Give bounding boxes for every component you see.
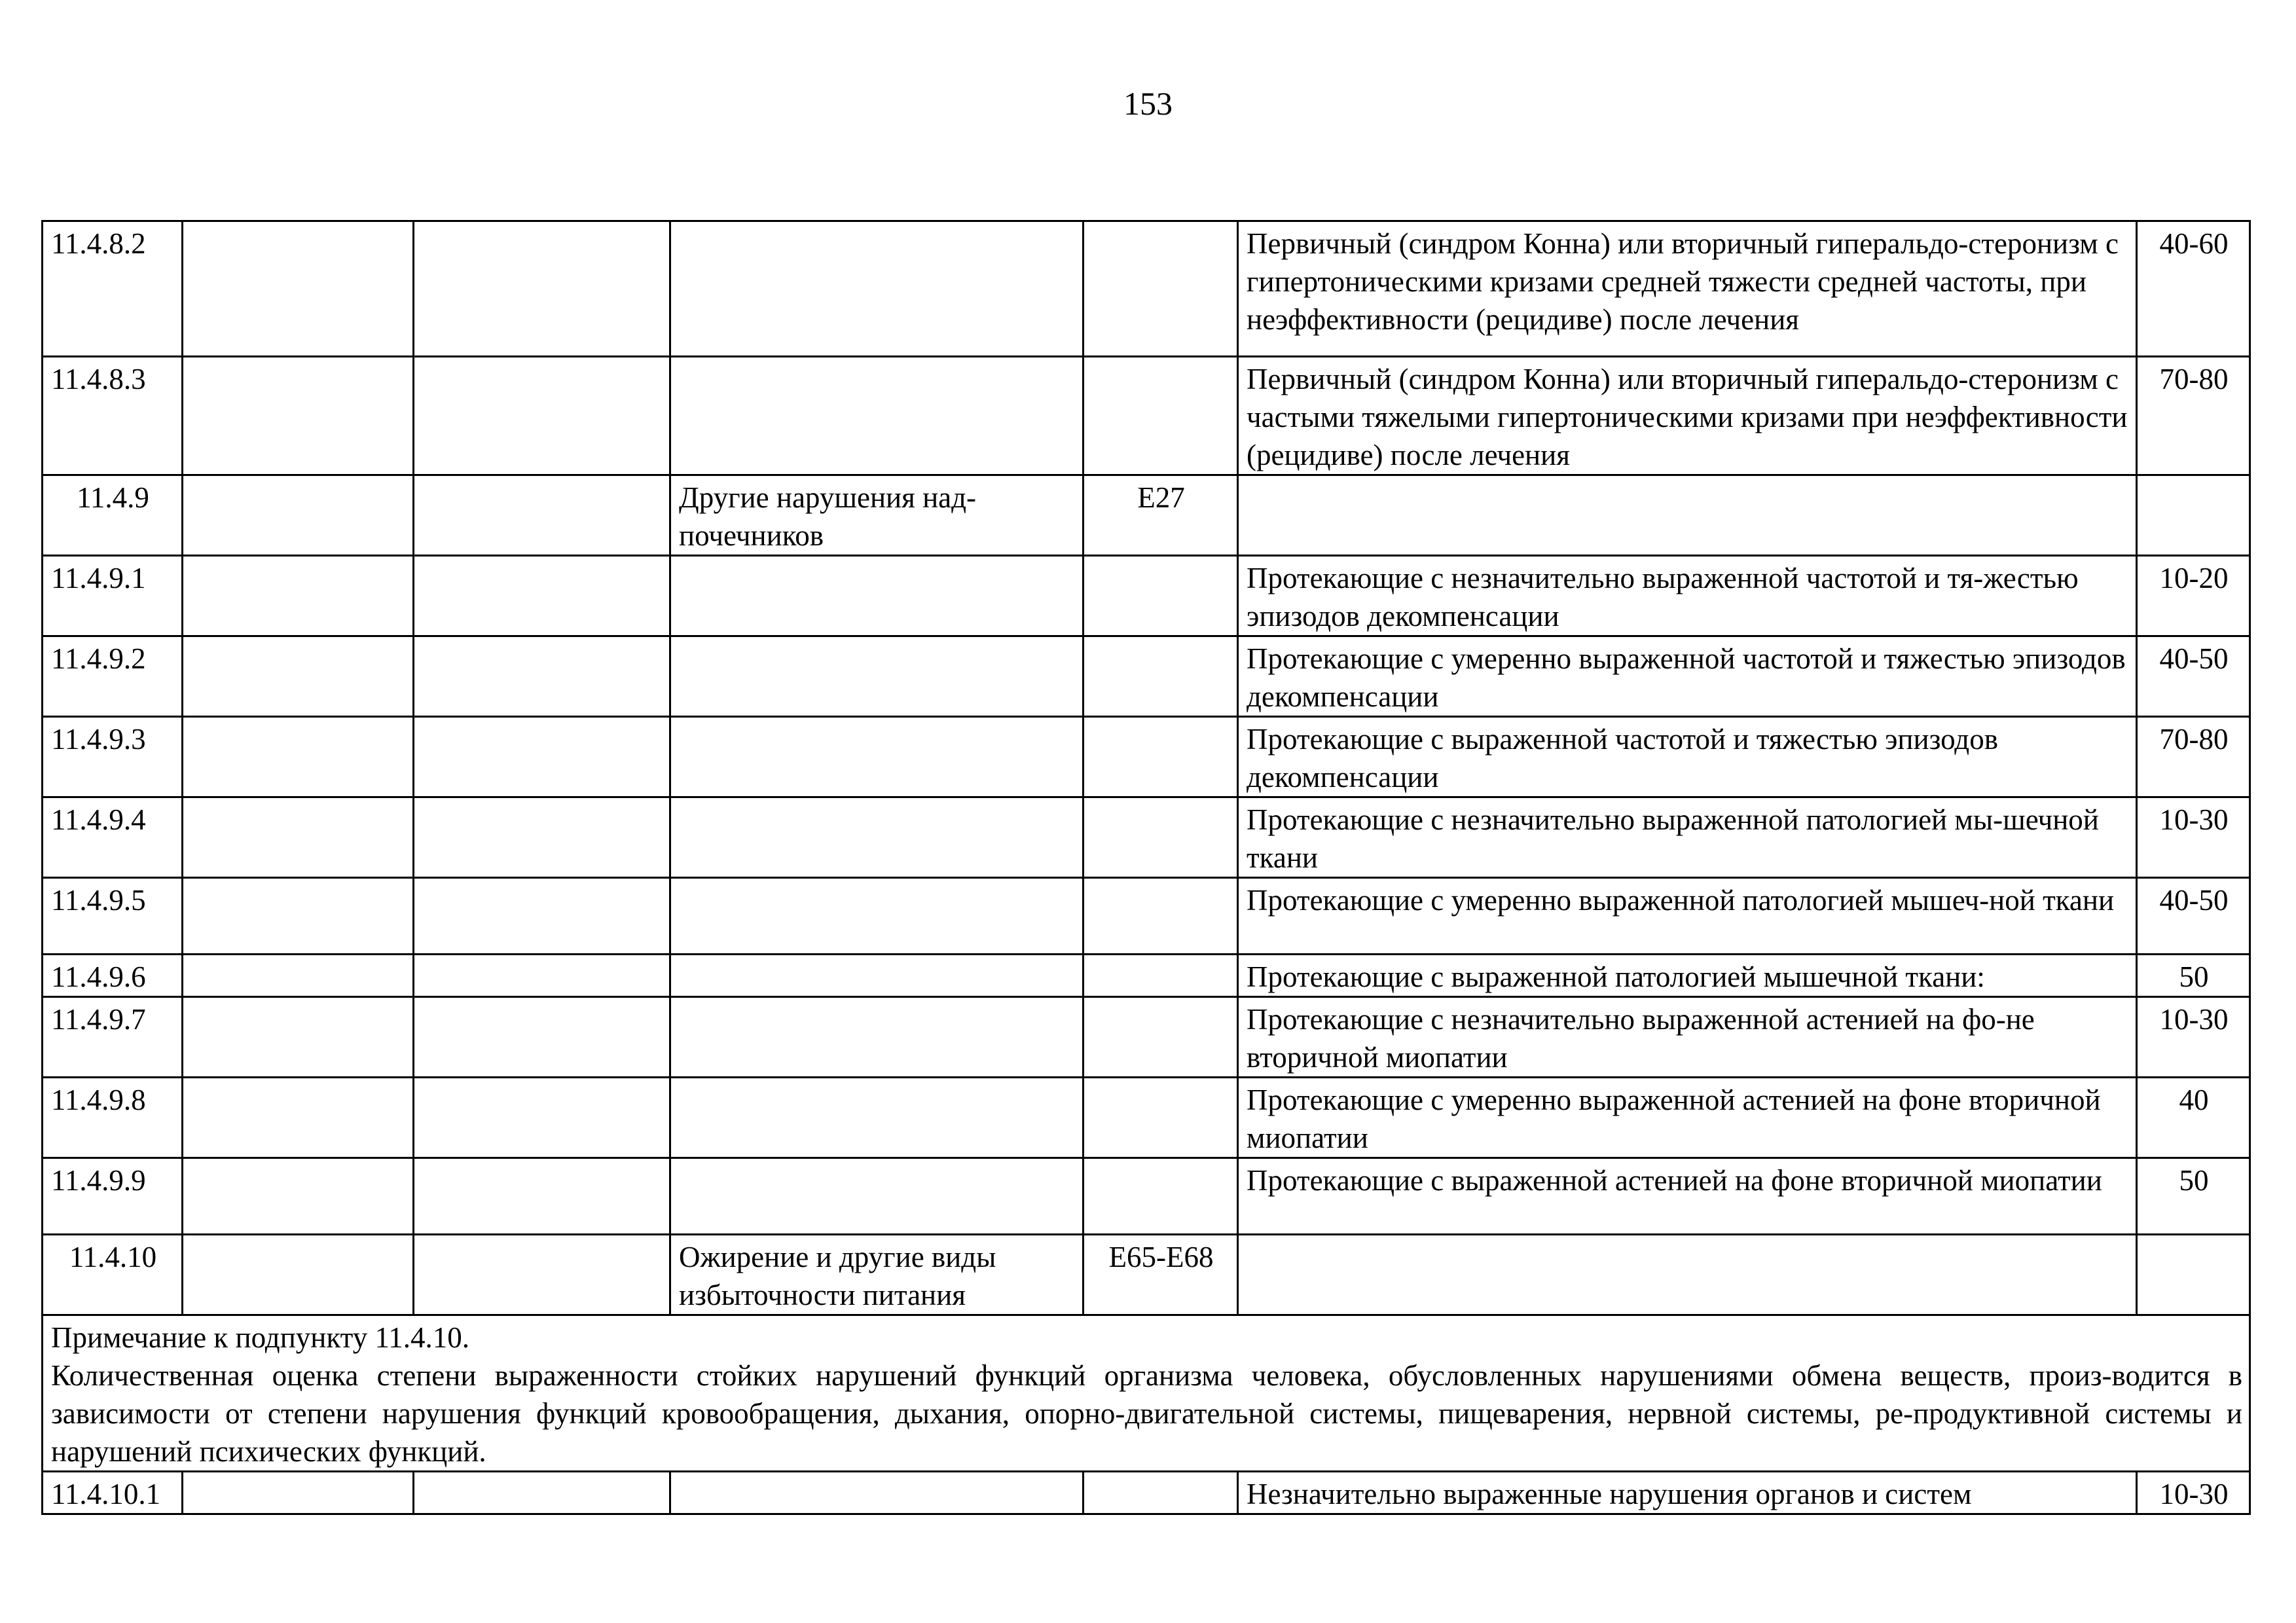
empty-cell (183, 636, 414, 717)
row-name: Ожирение и другие виды избыточности питания (670, 1235, 1084, 1315)
empty-cell (183, 955, 414, 997)
row-description: Первичный (синдром Конна) или вторичный гиперальдо-стеронизм с гипертоническими кризами средней тяжести средней частоты, при неэффективности (рецидиве) после лечения (1238, 221, 2137, 357)
row-description: Протекающие с умеренно выраженной патологией мышеч-ной ткани (1238, 878, 2137, 955)
table-row (43, 1078, 2250, 1158)
empty-cell (414, 1472, 670, 1514)
empty-cell (414, 1158, 670, 1235)
table-row (43, 878, 2250, 955)
empty-cell (183, 878, 414, 955)
row-code: 11.4.9.4 (43, 797, 183, 878)
row-code: 11.4.9.7 (43, 997, 183, 1078)
row-name (670, 997, 1084, 1078)
row-description: Незначительно выраженные нарушения органов и систем (1238, 1472, 2137, 1514)
empty-cell (414, 1078, 670, 1158)
row-code: 11.4.10.1 (43, 1472, 183, 1514)
row-icd-code (1084, 636, 1238, 717)
row-icd-code (1084, 221, 1238, 357)
empty-cell (414, 797, 670, 878)
row-score: 40-60 (2137, 221, 2250, 357)
table-row (43, 221, 2250, 357)
row-icd-code (1084, 357, 1238, 475)
row-score: 50 (2137, 1158, 2250, 1235)
row-name (670, 636, 1084, 717)
row-icd-code (1084, 556, 1238, 636)
row-icd-code (1084, 955, 1238, 997)
row-name (670, 556, 1084, 636)
row-name (670, 1158, 1084, 1235)
empty-cell (183, 1235, 414, 1315)
table-row (43, 717, 2250, 797)
table-row (43, 797, 2250, 878)
row-code: 11.4.9.8 (43, 1078, 183, 1158)
row-icd-code: E27 (1084, 475, 1238, 556)
empty-cell (183, 717, 414, 797)
row-name (670, 955, 1084, 997)
empty-cell (414, 717, 670, 797)
table-row (43, 1158, 2250, 1235)
row-name (670, 717, 1084, 797)
row-description: Протекающие с незначительно выраженной частотой и тя-жестью эпизодов декомпенсации (1238, 556, 2137, 636)
empty-cell (414, 475, 670, 556)
row-code: 11.4.8.3 (43, 357, 183, 475)
row-name (670, 797, 1084, 878)
row-icd-code (1084, 1078, 1238, 1158)
row-description: Протекающие с выраженной патологией мышечной ткани: (1238, 955, 2137, 997)
table-row (43, 475, 2250, 556)
row-score (2137, 475, 2250, 556)
row-description: Первичный (синдром Конна) или вторичный гиперальдо-стеронизм с частыми тяжелыми гипертоническими кризами при неэффективности (рецидиве) после лечения (1238, 357, 2137, 475)
table-row (43, 1472, 2250, 1514)
row-score: 10-20 (2137, 556, 2250, 636)
note-title: Примечание к подпункту 11.4.10. (51, 1321, 470, 1354)
row-description: Протекающие с незначительно выраженной патологией мы-шечной ткани (1238, 797, 2137, 878)
page-number: 153 (1123, 85, 1173, 122)
row-icd-code: E65-E68 (1084, 1235, 1238, 1315)
row-description: Протекающие с выраженной частотой и тяжестью эпизодов декомпенсации (1238, 717, 2137, 797)
row-description: Протекающие с умеренно выраженной астенией на фоне вторичной миопатии (1238, 1078, 2137, 1158)
empty-cell (183, 1472, 414, 1514)
row-code: 11.4.9.9 (43, 1158, 183, 1235)
row-score: 10-30 (2137, 1472, 2250, 1514)
table-row (43, 955, 2250, 997)
row-name (670, 878, 1084, 955)
row-code: 11.4.9.1 (43, 556, 183, 636)
table-row (43, 556, 2250, 636)
row-name (670, 221, 1084, 357)
row-icd-code (1084, 797, 1238, 878)
empty-cell (183, 556, 414, 636)
row-icd-code (1084, 997, 1238, 1078)
empty-cell (183, 997, 414, 1078)
row-icd-code (1084, 717, 1238, 797)
empty-cell (183, 475, 414, 556)
empty-cell (414, 636, 670, 717)
row-name (670, 357, 1084, 475)
table-row (43, 357, 2250, 475)
empty-cell (414, 955, 670, 997)
row-code: 11.4.9.5 (43, 878, 183, 955)
row-description: Протекающие с выраженной астенией на фоне вторичной миопатии (1238, 1158, 2137, 1235)
row-icd-code (1084, 1472, 1238, 1514)
row-icd-code (1084, 1158, 1238, 1235)
row-code: 11.4.9.3 (43, 717, 183, 797)
row-score: 40-50 (2137, 878, 2250, 955)
row-description (1238, 475, 2137, 556)
row-name (670, 1472, 1084, 1514)
empty-cell (414, 357, 670, 475)
note-row (43, 1315, 2250, 1472)
disability-criteria-table (41, 220, 2251, 1515)
row-icd-code (1084, 878, 1238, 955)
row-description: Протекающие с умеренно выраженной частотой и тяжестью эпизодов декомпенсации (1238, 636, 2137, 717)
row-description (1238, 1235, 2137, 1315)
row-code: 11.4.9 (43, 475, 183, 556)
row-name: Другие нарушения над-почечников (670, 475, 1084, 556)
empty-cell (183, 1078, 414, 1158)
empty-cell (183, 357, 414, 475)
row-score: 40 (2137, 1078, 2250, 1158)
row-score: 40-50 (2137, 636, 2250, 717)
row-name (670, 1078, 1084, 1158)
row-description: Протекающие с незначительно выраженной астенией на фо-не вторичной миопатии (1238, 997, 2137, 1078)
row-score (2137, 1235, 2250, 1315)
note-text: Количественная оценка степени выраженности стойких нарушений функций организма человека, обусловленных нарушениями обмена веществ, произ-водится в зависимости от степени нарушения функций кровообращения, дыхания, опорно-двигательной системы, пищеварения, нервной системы, ре-продуктивной системы и нарушений психических функций. (51, 1359, 2242, 1468)
empty-cell (414, 221, 670, 357)
row-code: 11.4.9.6 (43, 955, 183, 997)
empty-cell (414, 878, 670, 955)
empty-cell (414, 997, 670, 1078)
empty-cell (183, 797, 414, 878)
row-code: 11.4.8.2 (43, 221, 183, 357)
empty-cell (414, 1235, 670, 1315)
row-score: 10-30 (2137, 997, 2250, 1078)
table-row (43, 636, 2250, 717)
row-score: 70-80 (2137, 357, 2250, 475)
table-row (43, 997, 2250, 1078)
table-row (43, 1235, 2250, 1315)
row-score: 50 (2137, 955, 2250, 997)
row-score: 70-80 (2137, 717, 2250, 797)
row-code: 11.4.9.2 (43, 636, 183, 717)
empty-cell (183, 1158, 414, 1235)
row-code: 11.4.10 (43, 1235, 183, 1315)
note-cell (43, 1315, 2250, 1472)
row-score: 10-30 (2137, 797, 2250, 878)
empty-cell (183, 221, 414, 357)
empty-cell (414, 556, 670, 636)
